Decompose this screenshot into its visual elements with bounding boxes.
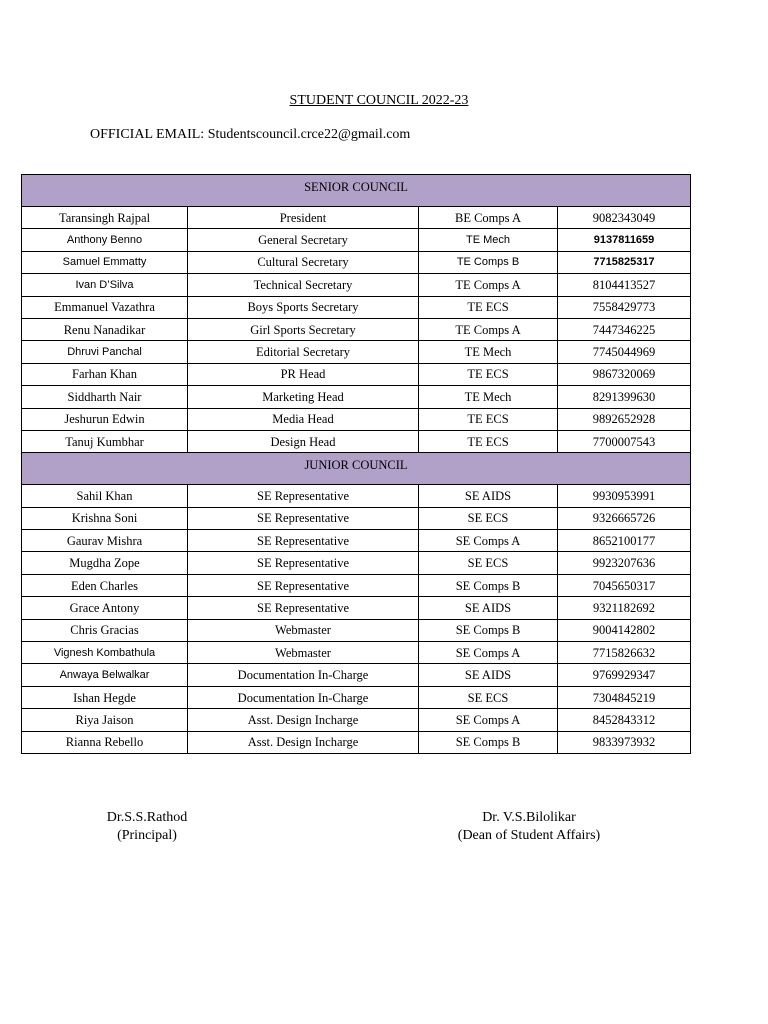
member-name: Jeshurun Edwin (22, 408, 188, 430)
member-class: TE Mech (419, 341, 558, 363)
member-name: Dhruvi Panchal (22, 341, 188, 363)
member-role: PR Head (188, 363, 419, 385)
table-row (22, 296, 691, 318)
member-class: TE ECS (419, 408, 558, 430)
member-phone: 9923207636 (558, 552, 691, 574)
table-row (22, 642, 691, 664)
table-row (22, 619, 691, 641)
section-header-row (22, 453, 691, 485)
member-class: SE Comps A (419, 530, 558, 552)
member-phone: 9321182692 (558, 597, 691, 619)
member-role: Asst. Design Incharge (188, 731, 419, 753)
table-row (22, 686, 691, 708)
table-row (22, 709, 691, 731)
council-table (21, 174, 691, 754)
member-phone: 7700007543 (558, 430, 691, 452)
table-row (22, 207, 691, 229)
table-row (22, 664, 691, 686)
member-name: Grace Antony (22, 597, 188, 619)
member-phone: 9867320069 (558, 363, 691, 385)
table-row (22, 731, 691, 753)
member-phone: 9082343049 (558, 207, 691, 229)
table-row (22, 574, 691, 596)
member-class: TE Comps A (419, 318, 558, 340)
member-class: TE Comps A (419, 274, 558, 296)
member-name: Rianna Rebello (22, 731, 188, 753)
principal-title: (Principal) (117, 828, 177, 843)
member-class: SE Comps B (419, 731, 558, 753)
member-name: Samuel Emmatty (22, 251, 188, 273)
member-role: SE Representative (188, 552, 419, 574)
member-name: Taransingh Rajpal (22, 207, 188, 229)
senior-council-heading: SENIOR COUNCIL (22, 175, 691, 207)
member-class: BE Comps A (419, 207, 558, 229)
member-role: Documentation In-Charge (188, 686, 419, 708)
member-class: SE Comps B (419, 574, 558, 596)
member-role: Marketing Head (188, 386, 419, 408)
member-phone: 9326665726 (558, 507, 691, 529)
table-row (22, 430, 691, 452)
member-phone: 7558429773 (558, 296, 691, 318)
member-name: Eden Charles (22, 574, 188, 596)
member-role: SE Representative (188, 485, 419, 507)
table-row (22, 341, 691, 363)
table-row (22, 229, 691, 251)
table-row (22, 251, 691, 273)
member-class: TE ECS (419, 363, 558, 385)
member-class: SE ECS (419, 552, 558, 574)
member-class: SE AIDS (419, 664, 558, 686)
member-name: Gaurav Mishra (22, 530, 188, 552)
member-class: TE Mech (419, 229, 558, 251)
member-name: Siddharth Nair (22, 386, 188, 408)
dean-signature-block (440, 809, 618, 845)
member-role: Design Head (188, 430, 419, 452)
principal-name: Dr.S.S.Rathod (106, 810, 188, 825)
table-row (22, 363, 691, 385)
official-email: OFFICIAL EMAIL: Studentscouncil.crce22@gmail.com (90, 127, 411, 142)
table-row (22, 507, 691, 529)
member-phone: 8452843312 (558, 709, 691, 731)
dean-name: Dr. V.S.Bilolikar (482, 810, 576, 825)
member-role: Media Head (188, 408, 419, 430)
member-phone: 7045650317 (558, 574, 691, 596)
member-role: Webmaster (188, 642, 419, 664)
member-phone: 7304845219 (558, 686, 691, 708)
member-role: SE Representative (188, 597, 419, 619)
member-name: Sahil Khan (22, 485, 188, 507)
member-name: Ivan D’Silva (22, 274, 188, 296)
table-row (22, 485, 691, 507)
member-phone: 9833973932 (558, 731, 691, 753)
member-class: TE Comps B (419, 251, 558, 273)
member-class: TE ECS (419, 296, 558, 318)
dean-title: (Dean of Student Affairs) (457, 828, 601, 843)
member-role: Asst. Design Incharge (188, 709, 419, 731)
member-name: Renu Nanadikar (22, 318, 188, 340)
member-name: Mugdha Zope (22, 552, 188, 574)
member-role: Girl Sports Secretary (188, 318, 419, 340)
member-role: SE Representative (188, 530, 419, 552)
table-row (22, 530, 691, 552)
member-class: SE ECS (419, 686, 558, 708)
member-role: Technical Secretary (188, 274, 419, 296)
member-name: Anwaya Belwalkar (22, 664, 188, 686)
section-header-row (22, 175, 691, 207)
member-name: Tanuj Kumbhar (22, 430, 188, 452)
member-phone: 7715825317 (558, 251, 691, 273)
member-phone: 9137811659 (558, 229, 691, 251)
member-role: President (188, 207, 419, 229)
member-name: Chris Gracias (22, 619, 188, 641)
member-phone: 9769929347 (558, 664, 691, 686)
member-phone: 7745044969 (558, 341, 691, 363)
table-row (22, 386, 691, 408)
member-role: Cultural Secretary (188, 251, 419, 273)
table-row (22, 274, 691, 296)
member-class: TE ECS (419, 430, 558, 452)
member-phone: 9004142802 (558, 619, 691, 641)
document-title: STUDENT COUNCIL 2022-23 (289, 93, 469, 108)
table-row (22, 597, 691, 619)
member-phone: 8291399630 (558, 386, 691, 408)
member-phone: 7447346225 (558, 318, 691, 340)
member-phone: 8104413527 (558, 274, 691, 296)
member-name: Krishna Soni (22, 507, 188, 529)
member-name: Anthony Benno (22, 229, 188, 251)
member-class: SE AIDS (419, 597, 558, 619)
member-phone: 8652100177 (558, 530, 691, 552)
member-phone: 9930953991 (558, 485, 691, 507)
member-class: TE Mech (419, 386, 558, 408)
member-class: SE AIDS (419, 485, 558, 507)
member-name: Vignesh Kombathula (22, 642, 188, 664)
member-name: Ishan Hegde (22, 686, 188, 708)
member-class: SE Comps A (419, 709, 558, 731)
member-class: SE Comps A (419, 642, 558, 664)
member-phone: 7715826632 (558, 642, 691, 664)
member-role: SE Representative (188, 574, 419, 596)
table-row (22, 408, 691, 430)
member-role: Webmaster (188, 619, 419, 641)
member-name: Emmanuel Vazathra (22, 296, 188, 318)
member-role: Documentation In-Charge (188, 664, 419, 686)
table-row (22, 318, 691, 340)
member-role: Boys Sports Secretary (188, 296, 419, 318)
member-role: Editorial Secretary (188, 341, 419, 363)
member-class: SE ECS (419, 507, 558, 529)
member-name: Farhan Khan (22, 363, 188, 385)
member-role: General Secretary (188, 229, 419, 251)
junior-council-heading: JUNIOR COUNCIL (22, 453, 691, 485)
member-phone: 9892652928 (558, 408, 691, 430)
member-role: SE Representative (188, 507, 419, 529)
table-row (22, 552, 691, 574)
member-name: Riya Jaison (22, 709, 188, 731)
member-class: SE Comps B (419, 619, 558, 641)
principal-signature-block (92, 809, 202, 845)
